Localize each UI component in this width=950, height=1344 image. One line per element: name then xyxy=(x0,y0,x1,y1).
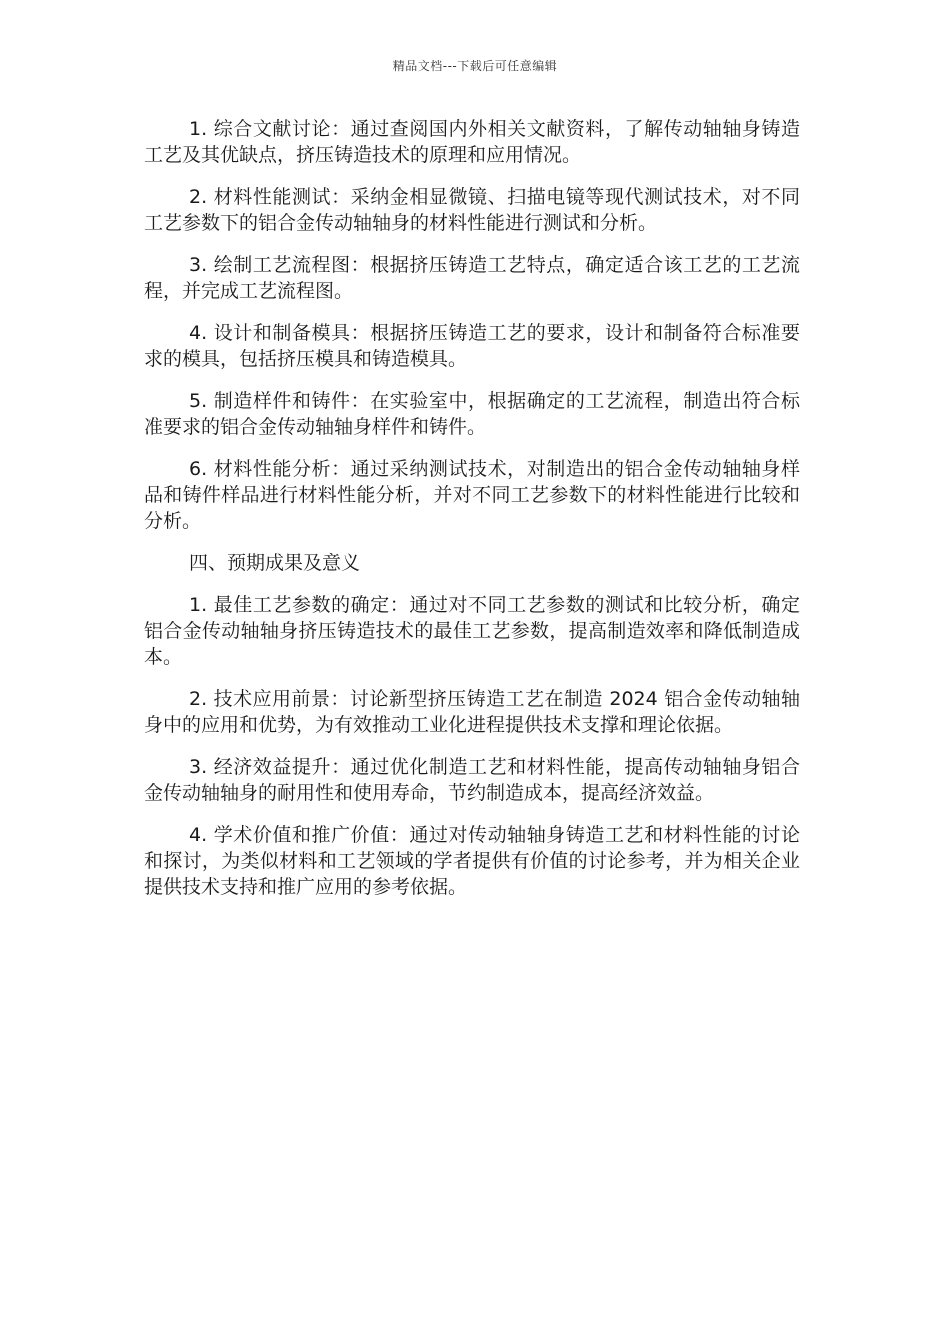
paragraph-method-4: 4. 设计和制备模具：根据挤压铸造工艺的要求，设计和制备符合标准要求的模具，包括挤压模具和铸造模具。 xyxy=(144,322,800,370)
paragraph-outcome-4: 4. 学术价值和推广价值：通过对传动轴轴身铸造工艺和材料性能的讨论和探讨，为类似材料和工艺领域的学者提供有价值的讨论参考，并为相关企业提供技术支持和推广应用的参考依据。 xyxy=(144,824,800,898)
paragraph-method-5: 5. 制造样件和铸件：在实验室中，根据确定的工艺流程，制造出符合标准要求的铝合金传动轴轴身样件和铸件。 xyxy=(144,390,800,438)
section-heading: 四、预期成果及意义 xyxy=(189,552,361,574)
page-header: 精品文档---下载后可任意编辑 xyxy=(392,59,558,73)
paragraph-outcome-3: 3. 经济效益提升：通过优化制造工艺和材料性能，提高传动轴轴身铝合金传动轴轴身的耐用性和使用寿命，节约制造成本，提高经济效益。 xyxy=(144,756,800,804)
paragraph-method-6: 6. 材料性能分析：通过采纳测试技术，对制造出的铝合金传动轴轴身样品和铸件样品进行材料性能分析，并对不同工艺参数下的材料性能进行比较和分析。 xyxy=(144,458,800,532)
paragraph-method-3: 3. 绘制工艺流程图：根据挤压铸造工艺特点，确定适合该工艺的工艺流程，并完成工艺流程图。 xyxy=(144,254,800,302)
paragraph-method-1: 1. 综合文献讨论：通过查阅国内外相关文献资料，了解传动轴轴身铸造工艺及其优缺点，挤压铸造技术的原理和应用情况。 xyxy=(144,118,800,166)
paragraph-outcome-1: 1. 最佳工艺参数的确定：通过对不同工艺参数的测试和比较分析，确定铝合金传动轴轴身挤压铸造技术的最佳工艺参数，提高制造效率和降低制造成本。 xyxy=(144,594,800,668)
paragraph-outcome-2: 2. 技术应用前景：讨论新型挤压铸造工艺在制造 2024 铝合金传动轴轴身中的应用和优势，为有效推动工业化进程提供技术支撑和理论依据。 xyxy=(144,688,800,736)
paragraph-method-2: 2. 材料性能测试：采纳金相显微镜、扫描电镜等现代测试技术，对不同工艺参数下的铝合金传动轴轴身的材料性能进行测试和分析。 xyxy=(144,186,800,234)
document-body xyxy=(144,116,800,916)
